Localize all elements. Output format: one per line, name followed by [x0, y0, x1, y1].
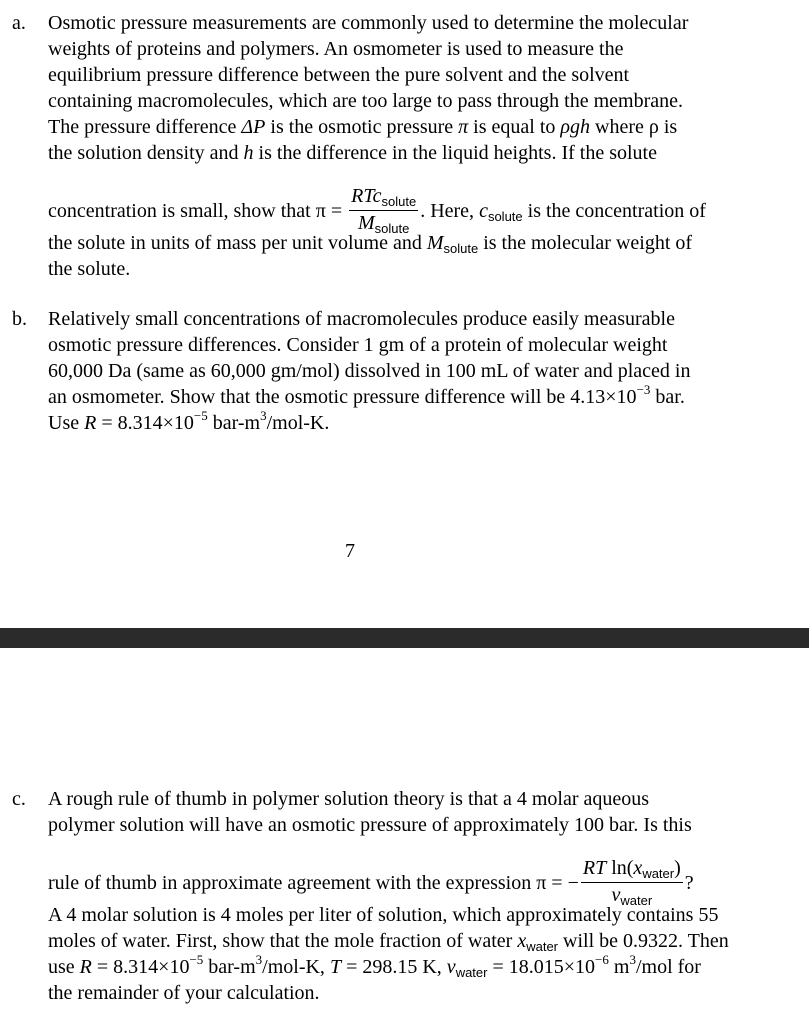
part-c-line: A 4 molar solution is 4 moles per liter of solution, which approximately contains 55 — [48, 904, 719, 926]
part-a-line: weights of proteins and polymers. An osmometer is used to measure the — [48, 38, 624, 60]
part-b-line: Relatively small concentrations of macromolecules produce easily measurable — [48, 308, 675, 330]
part-c-text — [48, 786, 788, 1006]
osmotic-pressure-expression: $\frac{RT \ln(x_{water})}{v_{water}}$ — [582, 857, 681, 908]
part-c-line: the remainder of your calculation. — [48, 982, 320, 1004]
part-c-marker: c. — [12, 788, 26, 810]
part-a-line: equilibrium pressure difference between the pure solvent and the solvent — [48, 64, 630, 86]
delta-p-symbol: ΔP — [241, 116, 266, 138]
part-b-line: Use $R = 8.314\times 10^{-5}$ bar-$m^3/mol-K$. — [48, 408, 330, 434]
part-b-text — [48, 306, 788, 436]
part-a-line: the solute in units of mass per unit volume and $M_{solute}$ is the molecular weight of — [48, 232, 693, 256]
part-a-marker: a. — [12, 12, 26, 34]
part-c-line: use $R = 8.314\times 10^{-5}$ bar-$m^3/mol-K$, T = 298.15 K, $v_{water} = 18.015\times 10^{-6}$ $m^3$/mol for — [48, 952, 701, 980]
part-a-line: the solution density and h is the difference in the liquid heights. If the solute — [48, 142, 657, 164]
part-a-line: the solute. — [48, 258, 131, 280]
part-a-line: containing macromolecules, which are too large to pass through the membrane. — [48, 90, 683, 112]
part-a-text — [48, 10, 788, 282]
pi-symbol: π — [458, 116, 469, 138]
part-b-line: 60,000 Da (same as 60,000 gm/mol) dissolved in 100 mL of water and placed in — [48, 360, 691, 382]
page-bottom — [0, 648, 809, 1024]
page-number: 7 — [345, 540, 355, 562]
page-divider — [0, 628, 809, 648]
part-b-marker: b. — [12, 308, 27, 330]
part-c-line: polymer solution will have an osmotic pressure of approximately 100 bar. Is this — [48, 814, 692, 836]
part-c-line: moles of water. First, show that the mole fraction of water $x_{water}$ will be 0.9322. Then — [48, 930, 729, 954]
rho-gh-symbol: ρgh — [560, 116, 590, 138]
h-symbol: h — [243, 142, 254, 164]
part-a-formula-line: concentration is small, show that π = $\frac{RTc_{solute}}{M_{solute}}$ . Here, $c_{solute}$ is the concentration of — [48, 185, 706, 236]
part-a-line: Osmotic pressure measurements are commonly used to determine the molecular — [48, 12, 689, 34]
part-b-line: osmotic pressure differences. Consider 1 gm of a protein of molecular weight — [48, 334, 668, 356]
part-c-line: A rough rule of thumb in polymer solution theory is that a 4 molar aqueous — [48, 788, 650, 810]
part-a-line: The pressure difference ΔP is the osmotic pressure π is equal to ρgh where ρ is — [48, 116, 678, 138]
osmotic-pressure-fraction: $\frac{RTc_{solute}}{M_{solute}}$ — [351, 185, 417, 236]
part-b-line: an osmometer. Show that the osmotic pressure difference will be $4.13\times 10^{-3}$ bar. — [48, 382, 685, 408]
part-c-formula-line: rule of thumb in approximate agreement with the expression π = − $\frac{RT \ln(x_{water})}{v_{water}}$ ? — [48, 857, 694, 908]
